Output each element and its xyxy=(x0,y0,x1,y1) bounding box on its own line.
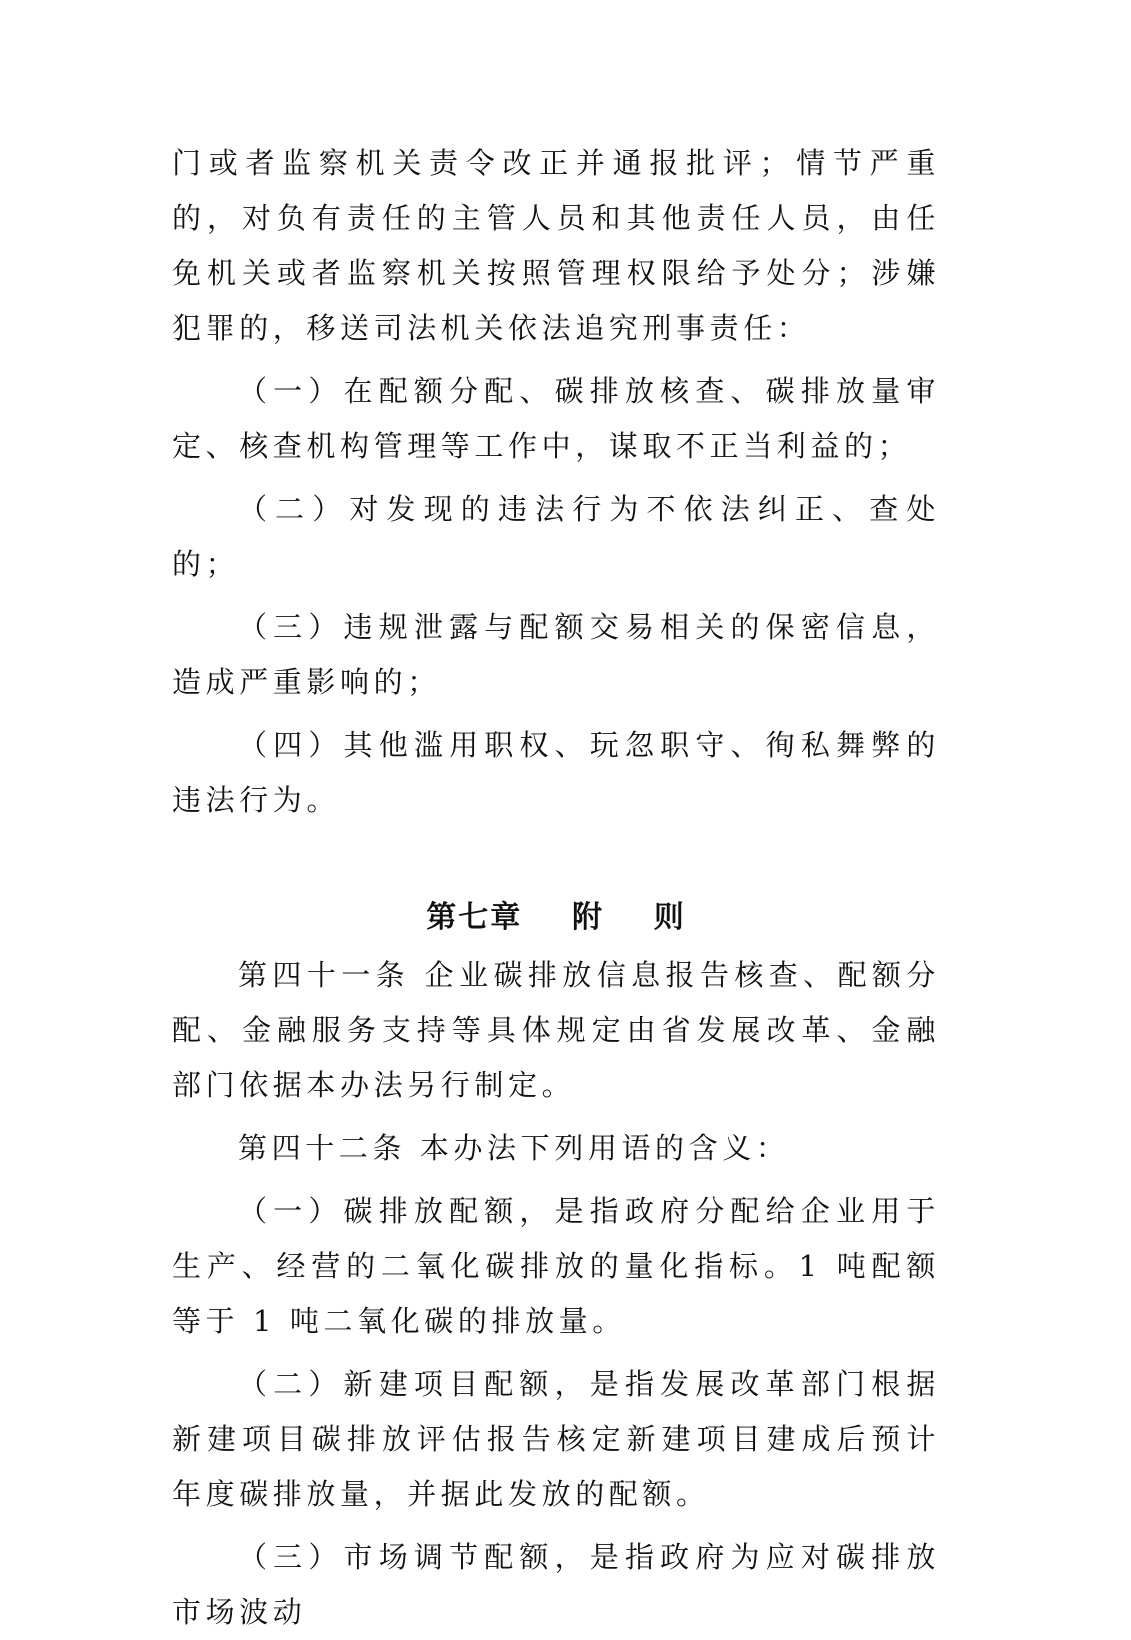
article-41: 第四十一条 企业碳排放信息报告核查、配额分配、金融服务支持等具体规定由省发展改革、金融部门依据本办法另行制定。 xyxy=(172,958,940,1102)
definition-item-1: （一）碳排放配额，是指政府分配给企业用于生产、经营的二氧化碳排放的量化指标。1 吨配额等于 1 吨二氧化碳的排放量。 xyxy=(172,1194,940,1338)
chapter-heading: 第七章 附 则 xyxy=(426,900,686,935)
document-body xyxy=(172,136,940,1640)
list-item-4: （四）其他滥用职权、玩忽职守、徇私舞弊的违法行为。 xyxy=(172,728,940,817)
article-42: 第四十二条 本办法下列用语的含义： xyxy=(238,1131,790,1165)
definition-item-3: （三）市场调节配额，是指政府为应对碳排放市场波动 xyxy=(172,1540,940,1629)
definition-item-2: （二）新建项目配额，是指发展改革部门根据新建项目碳排放评估报告核定新建项目建成后预计年度碳排放量，并据此发放的配额。 xyxy=(172,1367,940,1511)
list-item-1: （一）在配额分配、碳排放核查、碳排放量审定、核查机构管理等工作中，谋取不正当利益的； xyxy=(172,374,940,463)
paragraph-continuation: 门或者监察机关责令改正并通报批评；情节严重的，对负有责任的主管人员和其他责任人员，由任免机关或者监察机关按照管理权限给予处分；涉嫌犯罪的，移送司法机关依法追究刑事责任： xyxy=(172,146,940,345)
list-item-2: （二）对发现的违法行为不依法纠正、查处的； xyxy=(172,492,940,581)
list-item-3: （三）违规泄露与配额交易相关的保密信息，造成严重影响的； xyxy=(172,610,940,699)
